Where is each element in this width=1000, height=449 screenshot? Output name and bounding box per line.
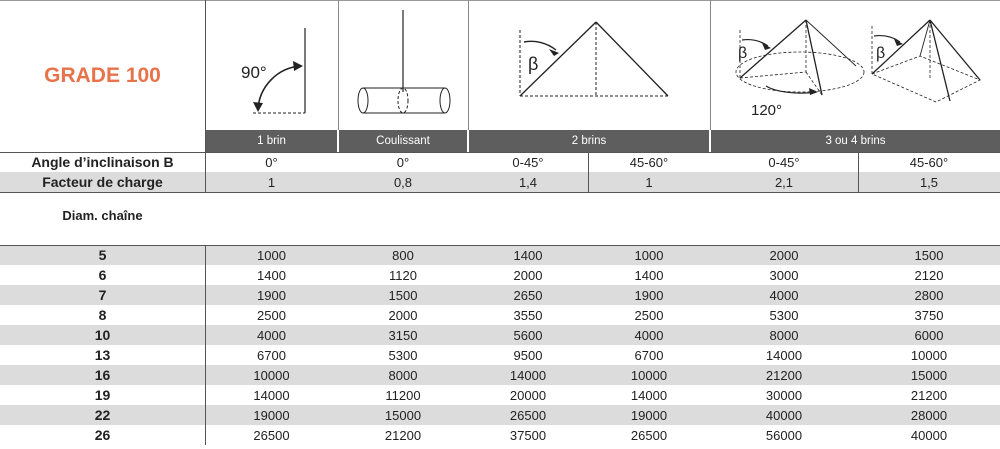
load-value: 4000 xyxy=(769,287,799,303)
load-value: 2500 xyxy=(257,307,286,323)
load-value: 26500 xyxy=(509,407,547,423)
factor-value: 1,5 xyxy=(919,174,939,190)
load-value: 1400 xyxy=(257,267,286,283)
load-value: 14000 xyxy=(509,367,547,383)
load-value: 14000 xyxy=(765,347,803,363)
load-value: 11200 xyxy=(385,387,421,403)
load-value: 2000 xyxy=(769,247,799,263)
angle-value: 0-45° xyxy=(768,154,800,170)
diam-label: Diam. chaîne xyxy=(62,208,143,223)
load-value: 1000 xyxy=(634,247,664,263)
load-value: 800 xyxy=(392,247,414,263)
table-row xyxy=(0,305,1000,325)
factor-value: 1,4 xyxy=(518,174,538,190)
angle-row-label: Angle d’inclinaison B xyxy=(31,154,174,170)
load-value: 1120 xyxy=(389,267,417,283)
load-value: 2120 xyxy=(914,267,944,283)
load-value: 15000 xyxy=(384,407,422,423)
factor-row xyxy=(0,172,1000,192)
load-value: 26500 xyxy=(630,427,668,443)
load-value: 40000 xyxy=(910,427,948,443)
load-value: 28000 xyxy=(910,407,948,423)
chain-diameter: 6 xyxy=(98,267,107,283)
load-value: 40000 xyxy=(765,407,803,423)
grade-title: GRADE 100 xyxy=(44,64,161,87)
angle-value: 0° xyxy=(396,154,410,170)
load-value: 3750 xyxy=(914,307,944,323)
load-value: 9500 xyxy=(513,347,543,363)
load-value: 1500 xyxy=(388,287,418,303)
load-value: 1500 xyxy=(914,247,944,263)
angle-value: 0-45° xyxy=(512,154,544,170)
load-value: 21200 xyxy=(910,387,948,403)
load-value: 1900 xyxy=(257,287,286,303)
factor-value: 1 xyxy=(267,174,276,190)
diagram-2brins xyxy=(468,0,710,130)
factor-row-label: Facteur de charge xyxy=(42,174,163,190)
load-value: 3000 xyxy=(769,267,799,283)
load-value: 1000 xyxy=(257,247,286,263)
chain-diameter: 16 xyxy=(94,367,111,383)
table-row xyxy=(0,405,1000,425)
angle-120-label: 120° xyxy=(751,102,783,119)
load-value: 8000 xyxy=(388,367,418,383)
load-value: 20000 xyxy=(509,387,547,403)
table-row xyxy=(0,365,1000,385)
load-value: 10000 xyxy=(253,367,290,383)
chain-diameter: 10 xyxy=(94,327,111,343)
load-value: 26500 xyxy=(253,427,290,443)
table-row xyxy=(0,285,1000,305)
header-coulissant: Coulissant xyxy=(339,130,467,152)
factor-value: 1 xyxy=(645,174,653,190)
beta-label-3brins: β xyxy=(738,45,748,62)
load-value: 19000 xyxy=(630,407,668,423)
load-value: 1900 xyxy=(634,287,664,303)
table-row xyxy=(0,265,1000,285)
angle-row xyxy=(0,152,1000,172)
beta-label-4brins: β xyxy=(876,45,886,62)
load-value: 5300 xyxy=(769,307,799,323)
table-row xyxy=(0,385,1000,405)
chain-diameter: 7 xyxy=(98,287,107,303)
load-value: 21200 xyxy=(765,367,803,383)
diagram-1brin xyxy=(205,0,338,130)
header-34brins: 3 ou 4 brins xyxy=(711,130,1000,152)
load-value: 4000 xyxy=(257,327,286,343)
header-2brins: 2 brins xyxy=(469,130,709,152)
load-value: 56000 xyxy=(765,427,803,443)
beta-label-2brins: β xyxy=(528,54,539,74)
load-value: 37500 xyxy=(509,427,547,443)
load-value: 19000 xyxy=(253,407,290,423)
chain-diameter: 19 xyxy=(94,387,111,403)
load-value: 15000 xyxy=(910,367,948,383)
load-value: 2000 xyxy=(513,267,543,283)
factor-value: 2,1 xyxy=(774,174,794,190)
load-value: 8000 xyxy=(769,327,799,343)
load-value: 14000 xyxy=(630,387,668,403)
chain-diameter: 22 xyxy=(94,407,111,423)
chain-diameter: 13 xyxy=(94,347,111,363)
load-value: 6700 xyxy=(257,347,286,363)
load-value: 5300 xyxy=(388,347,418,363)
chain-diameter: 26 xyxy=(94,427,111,443)
load-value: 2650 xyxy=(513,287,543,303)
table-row xyxy=(0,325,1000,345)
factor-value: 0,8 xyxy=(393,174,413,190)
diagram-34brins xyxy=(710,0,1000,130)
table-row xyxy=(0,245,1000,265)
load-value: 6000 xyxy=(914,327,944,343)
load-value: 10000 xyxy=(910,347,948,363)
load-value: 10000 xyxy=(630,367,668,383)
load-value: 3150 xyxy=(388,327,418,343)
load-value: 2500 xyxy=(634,307,664,323)
table-row xyxy=(0,425,1000,445)
load-value: 1400 xyxy=(634,267,664,283)
chain-diameter: 5 xyxy=(98,247,107,263)
load-value: 14000 xyxy=(253,387,290,403)
angle-90-label: 90° xyxy=(241,63,267,82)
angle-value: 45-60° xyxy=(629,154,669,170)
angle-value: 0° xyxy=(265,154,278,170)
load-value: 3550 xyxy=(513,307,543,323)
load-value: 2000 xyxy=(388,307,418,323)
load-value: 1400 xyxy=(513,247,543,263)
table-row xyxy=(0,345,1000,365)
load-value: 21200 xyxy=(384,427,422,443)
load-value: 5600 xyxy=(513,327,543,343)
load-value: 2800 xyxy=(914,287,944,303)
angle-value: 45-60° xyxy=(909,154,949,170)
header-1brin: 1 brin xyxy=(206,130,337,152)
load-value: 6700 xyxy=(634,347,664,363)
load-value: 4000 xyxy=(634,327,664,343)
load-value: 30000 xyxy=(765,387,803,403)
diagram-coulissant xyxy=(338,0,468,130)
chain-diameter: 8 xyxy=(98,307,107,323)
